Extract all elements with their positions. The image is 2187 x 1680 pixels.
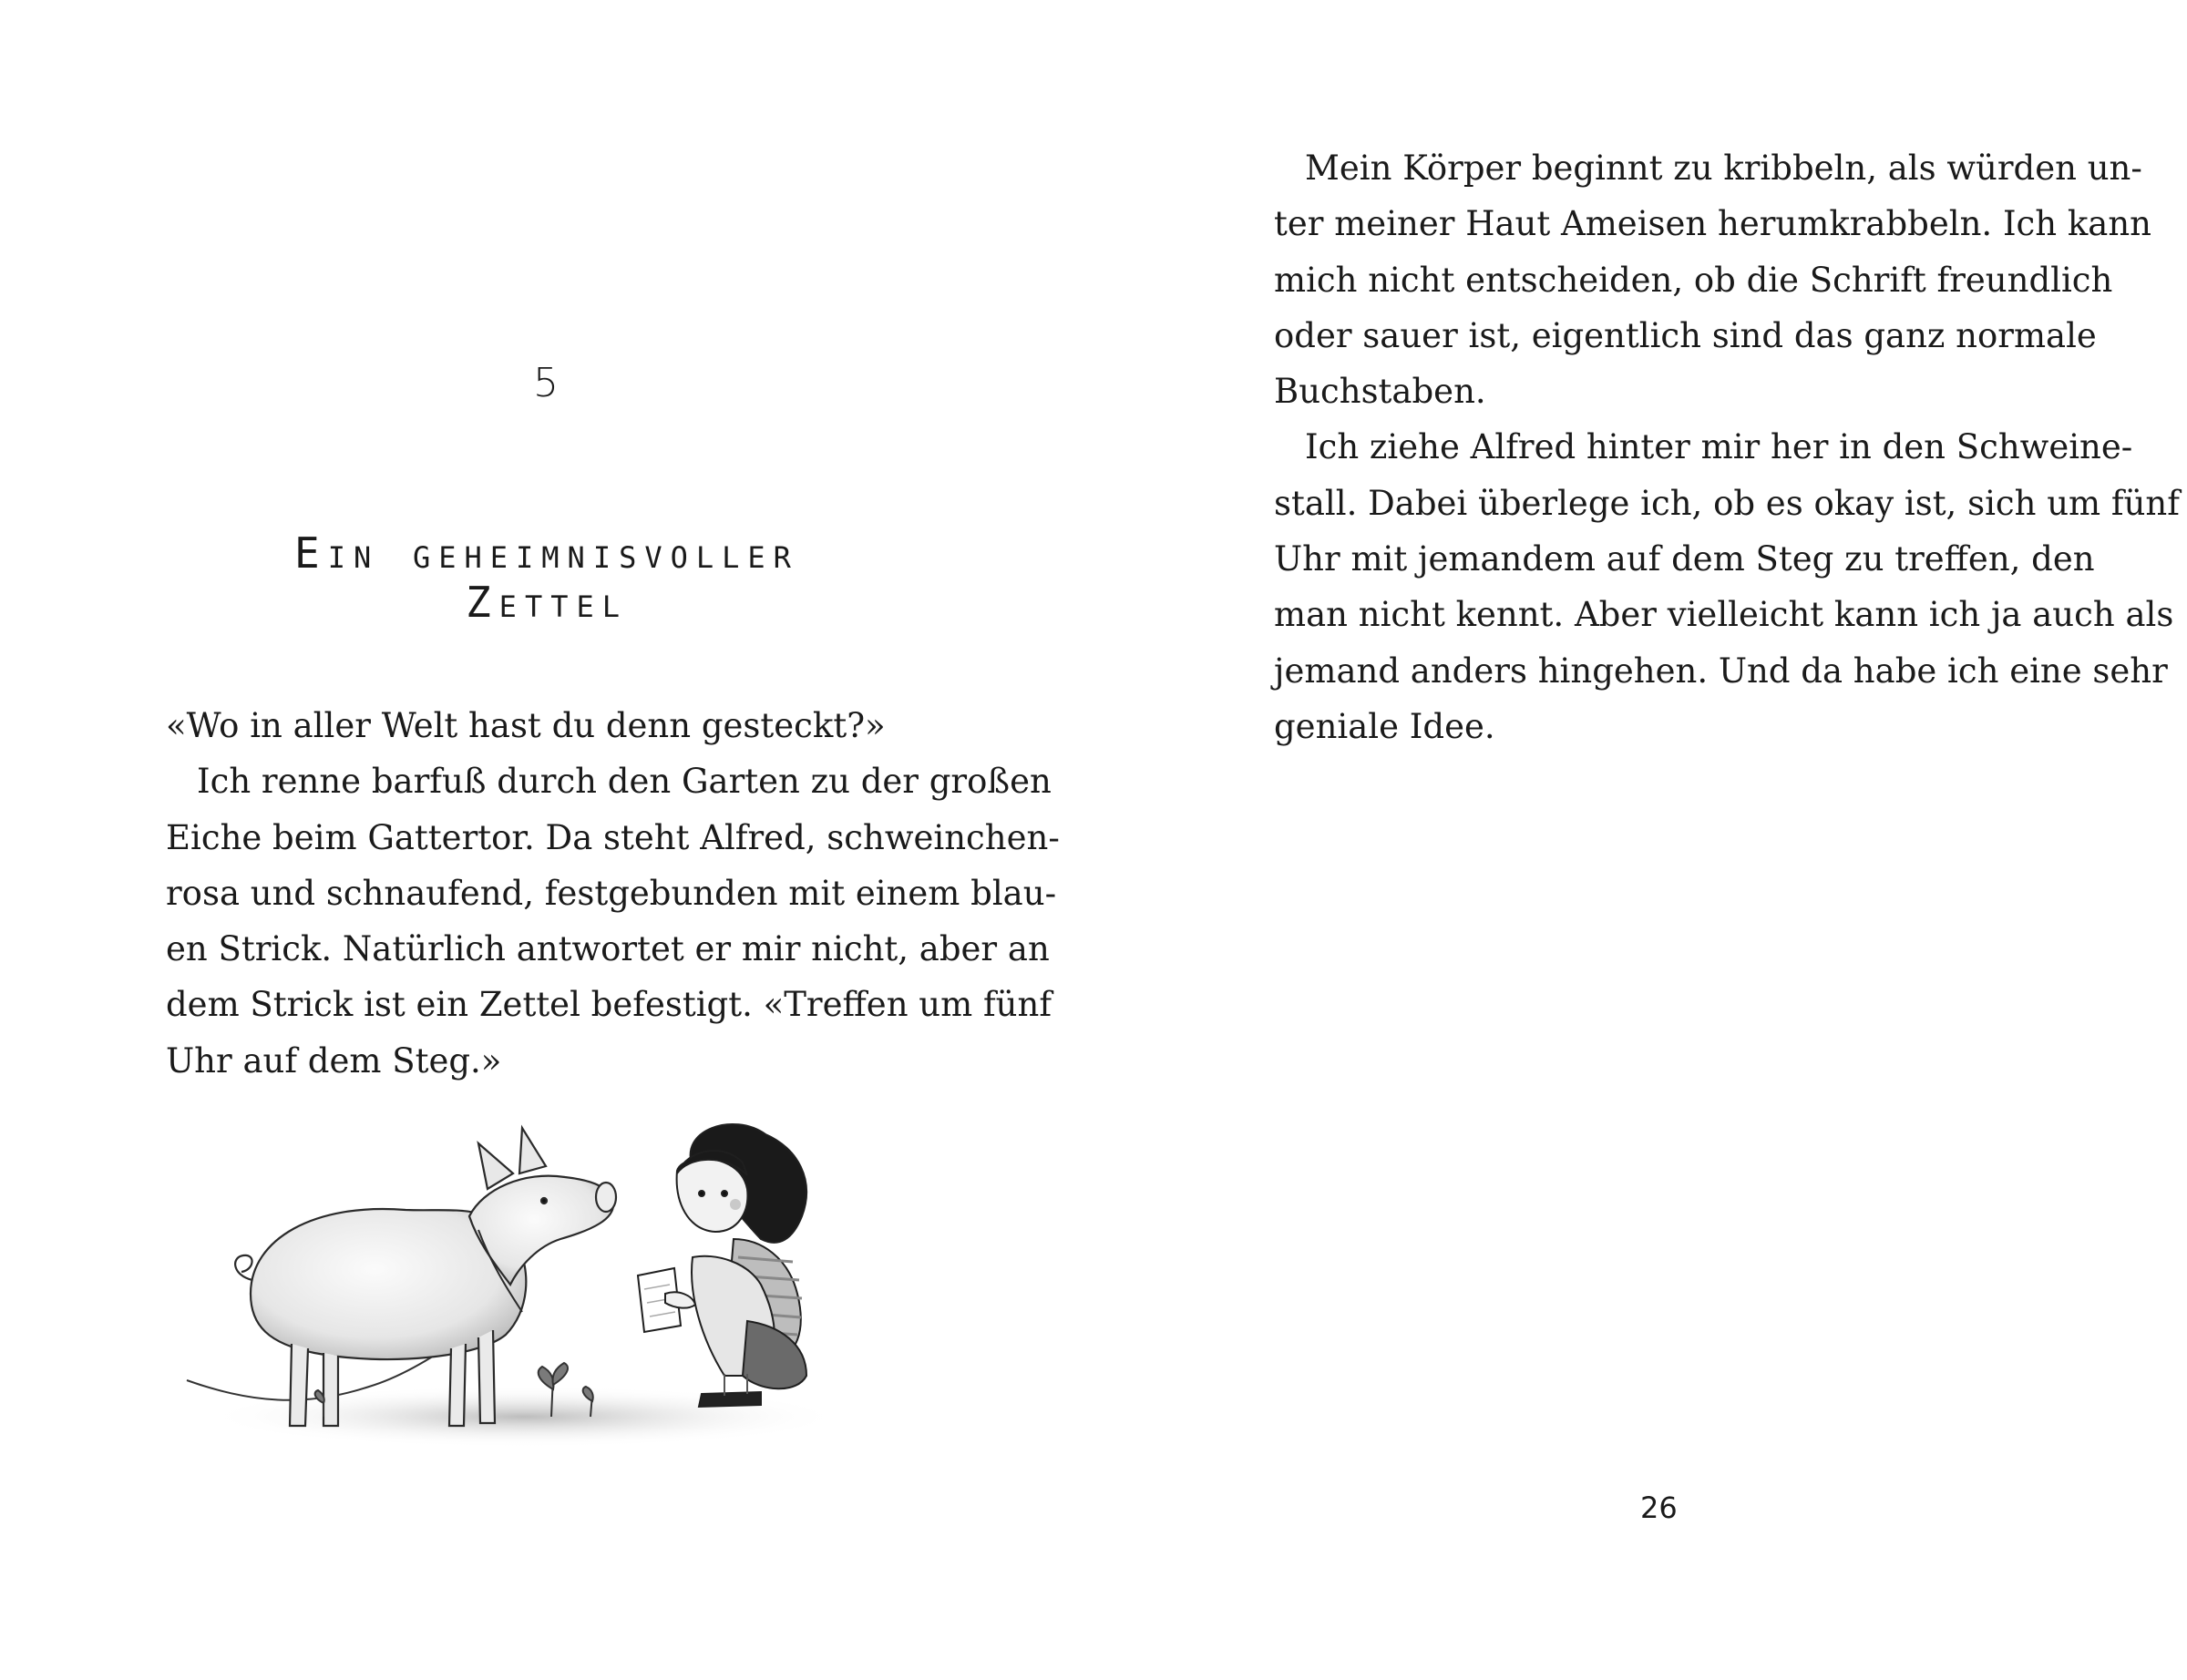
chapter-title: Ein geheimnisvoller Zettel (294, 528, 799, 627)
text-line: en Strick. Natürlich antwortet er mir nicht, aber an (166, 929, 1050, 969)
text-line: stall. Dabei überlege ich, ob es okay ist, sich um fünf (1274, 483, 2180, 523)
girl (638, 1124, 806, 1407)
text-line: man nicht kennt. Aber vielleicht kann ich ja auch als (1274, 595, 2174, 635)
text-line: Uhr mit jemandem auf dem Steg zu treffen, den (1274, 539, 2095, 579)
text-line: ter meiner Haut Ameisen herumkrabbeln. Ich kann (1274, 204, 2152, 244)
text-line: jemand anders hingehen. Und da habe ich eine sehr (1274, 650, 2168, 691)
right-page (1094, 0, 2187, 1680)
text-line: dem Strick ist ein Zettel befestigt. «Treffen um fünf (166, 985, 1052, 1025)
text-line: Mein Körper beginnt zu kribbeln, als würden un- (1305, 149, 2142, 188)
page-number: 26 (1640, 1490, 1678, 1525)
text-line: oder sauer ist, eigentlich sind das ganz normale (1274, 315, 2097, 355)
left-body-text (166, 698, 1060, 1089)
pig-and-girl-illustration (178, 1102, 870, 1485)
text-line: Buchstaben. (1274, 372, 1486, 412)
text-line: mich nicht entscheiden, ob die Schrift freundlich (1274, 260, 2113, 300)
paragraph (166, 753, 1060, 1089)
paragraph (1274, 419, 2180, 754)
paragraph (166, 698, 931, 753)
chapter-number: 5 (533, 360, 560, 406)
text-line: rosa und schnaufend, festgebunden mit einem blau- (166, 873, 1057, 913)
text-line: Ich ziehe Alfred hinter mir her in den Schweine- (1305, 427, 2133, 467)
right-body-text (1274, 140, 2180, 754)
paragraph (1274, 140, 2152, 419)
text-line: Ich renne barfuß durch den Garten zu der großen (197, 762, 1052, 802)
text-line: Uhr auf dem Steg.» (166, 1040, 502, 1081)
text-line: geniale Idee. (1274, 706, 1495, 746)
text-line: Eiche beim Gattertor. Da steht Alfred, schweinchen- (166, 817, 1060, 857)
text-line: «Wo in aller Welt hast du denn gesteckt?» (166, 706, 886, 745)
